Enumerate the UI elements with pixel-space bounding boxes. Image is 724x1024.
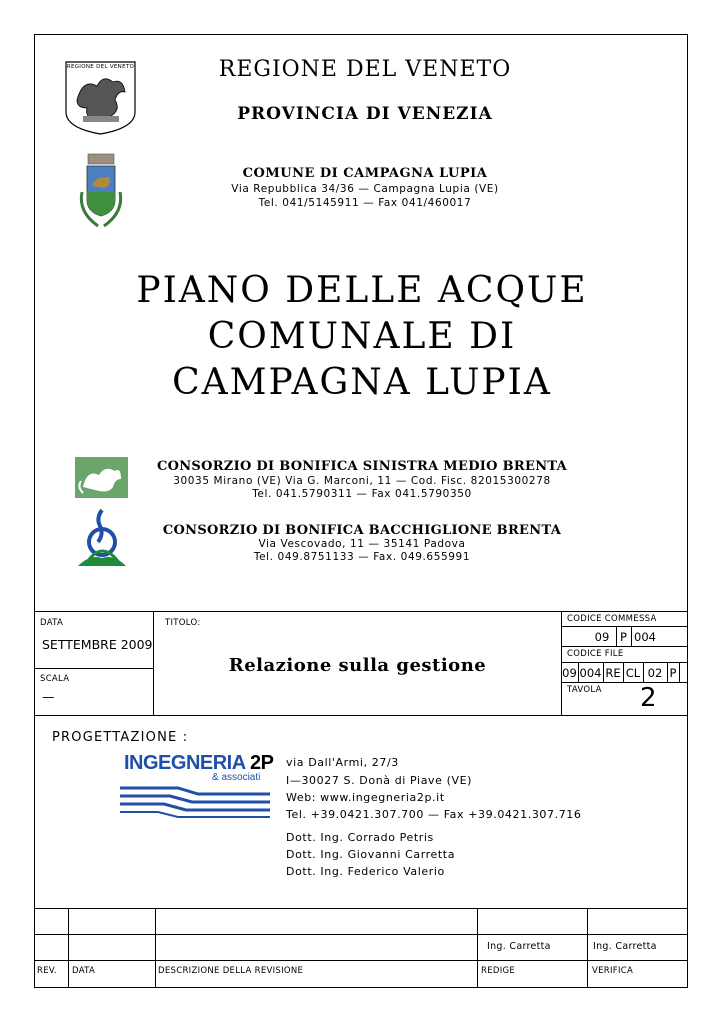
divider <box>34 611 688 612</box>
region-title: REGIONE DEL VENETO <box>218 57 512 82</box>
ingegneria-2p-logo <box>120 752 274 822</box>
person-1: Dott. Ing. Corrado Petris <box>286 831 434 844</box>
person-2: Dott. Ing. Giovanni Carretta <box>286 848 456 861</box>
divider <box>34 934 688 935</box>
commessa-type: P <box>620 630 627 644</box>
verifica-value: Ing. Carretta <box>593 941 657 952</box>
divider <box>34 668 153 669</box>
scala-label: SCALA <box>40 674 70 684</box>
file-code-3: RE <box>605 666 621 680</box>
company-web: Web: www.ingegneria2p.it <box>286 791 445 804</box>
divider <box>155 908 156 988</box>
descrizione-header: DESCRIZIONE DELLA REVISIONE <box>158 966 304 976</box>
redige-header: REDIGE <box>481 966 516 976</box>
regione-logo-text: REGIONE DEL VENETO <box>66 64 135 70</box>
divider <box>477 908 478 988</box>
company-address1: via Dall'Armi, 27/3 <box>286 756 399 769</box>
divider <box>561 646 688 647</box>
progettazione-label: PROGETTAZIONE : <box>52 730 189 745</box>
codice-commessa-label: CODICE COMMESSA <box>567 614 657 624</box>
tavola-value: 2 <box>640 683 657 713</box>
file-code-2: 004 <box>579 666 602 680</box>
company-phone: Tel. +39.0421.307.700 — Fax +39.0421.307.716 <box>286 808 582 821</box>
comune-name: COMUNE DI CAMPAGNA LUPIA <box>242 166 488 181</box>
data-label: DATA <box>40 618 64 628</box>
divider <box>587 908 588 988</box>
commessa-number: 004 <box>634 630 656 644</box>
consorzio-1-name: CONSORZIO DI BONIFICA SINISTRA MEDIO BRENTA <box>156 459 568 474</box>
verifica-header: VERIFICA <box>592 966 634 976</box>
consorzio-1-phone: Tel. 041.5790311 — Fax 041.5790350 <box>252 488 472 500</box>
company-2p-text: 2P <box>250 752 274 774</box>
divider <box>561 626 688 627</box>
divider <box>34 960 688 961</box>
file-code-4: CL <box>625 666 641 680</box>
file-code-1: 09 <box>562 666 577 680</box>
rev-header: REV. <box>37 966 57 976</box>
divider <box>68 908 69 988</box>
file-code-6: P <box>669 666 677 680</box>
person-3: Dott. Ing. Federico Valerio <box>286 865 445 878</box>
comune-address: Via Repubblica 34/36 — Campagna Lupia (VE) <box>231 183 499 195</box>
codice-file-label: CODICE FILE <box>567 649 624 659</box>
divider <box>34 715 688 716</box>
company-sub-text: & associati <box>212 772 261 783</box>
redige-value: Ing. Carretta <box>487 941 551 952</box>
divider <box>34 908 688 909</box>
company-main-text: INGEGNERIA <box>124 752 245 774</box>
comune-phone: Tel. 041/5145911 — Fax 041/460017 <box>258 197 472 209</box>
consorzio-bacchiglione-brenta-logo <box>76 508 128 570</box>
data-header: DATA <box>72 966 96 976</box>
tavola-label: TAVOLA <box>567 685 602 695</box>
main-title-line2: COMUNALE DI <box>207 316 517 357</box>
titolo-label: TITOLO: <box>165 618 201 628</box>
titolo-value: Relazione sulla gestione <box>228 655 487 676</box>
divider <box>561 662 688 663</box>
main-title-line3: CAMPAGNA LUPIA <box>172 362 552 403</box>
file-code-5: 02 <box>647 666 663 680</box>
consorzio-sinistra-medio-brenta-logo <box>75 457 128 498</box>
company-address2: I—30027 S. Donà di Piave (VE) <box>286 774 473 787</box>
comune-coat-of-arms-icon <box>74 152 128 230</box>
regione-veneto-logo <box>63 60 138 135</box>
data-value: SETTEMBRE 2009 <box>42 637 153 652</box>
commessa-year: 09 <box>594 630 610 644</box>
province-title: PROVINCIA DI VENEZIA <box>237 104 493 124</box>
consorzio-2-address: Via Vescovado, 11 — 35141 Padova <box>258 538 466 550</box>
main-title-line1: PIANO DELLE ACQUE <box>136 270 588 311</box>
scala-value: — <box>42 689 55 704</box>
consorzio-1-address: 30035 Mirano (VE) Via G. Marconi, 11 — Cod. Fisc. 82015300278 <box>173 475 551 487</box>
divider <box>561 682 688 683</box>
consorzio-2-phone: Tel. 049.8751133 — Fax. 049.655991 <box>253 551 471 563</box>
consorzio-2-name: CONSORZIO DI BONIFICA BACCHIGLIONE BRENTA <box>162 523 562 538</box>
divider <box>679 662 680 682</box>
